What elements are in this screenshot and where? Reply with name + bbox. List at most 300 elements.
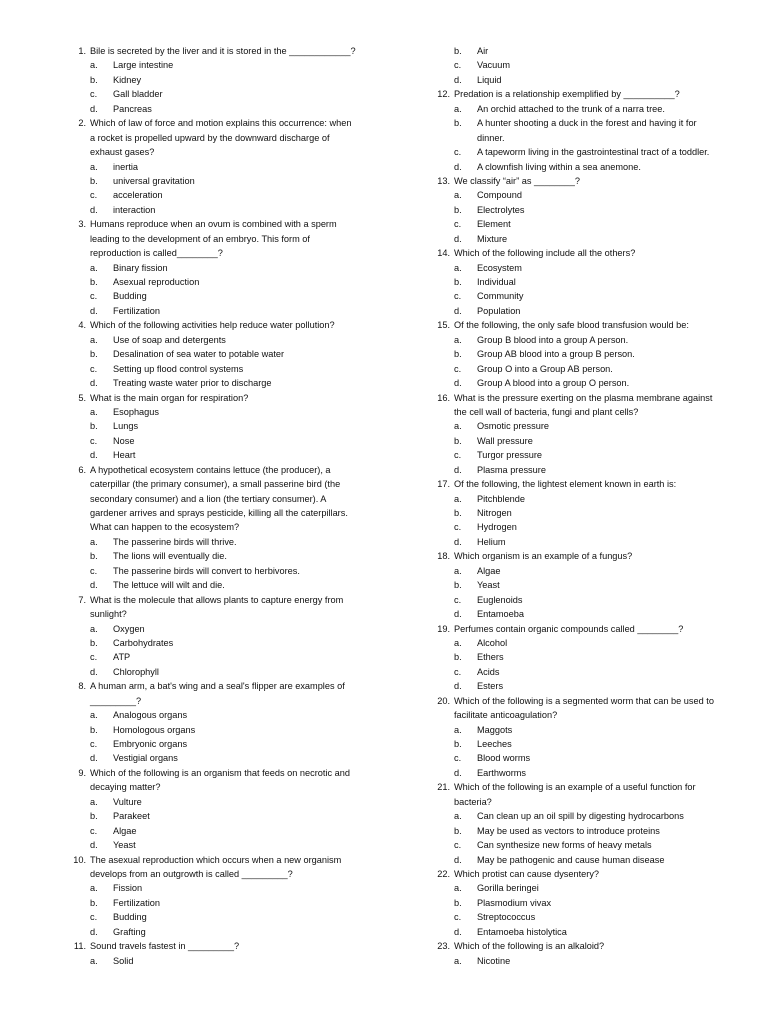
option-text: acceleration [113,190,163,201]
right-column [424,44,728,968]
question-text: the cell wall of bacteria, fungi and plant cells? [454,406,639,417]
question-text: What is the pressure exerting on the plasma membrane against [454,392,713,403]
option-text: Leeches [477,739,512,749]
question-item [424,246,728,318]
option-text: Treating waste water prior to discharge [113,378,272,389]
question-item [60,463,360,593]
option-text: A hunter shooting a duck in the forest and having it for [477,118,697,129]
question-item [424,694,728,781]
option-text: Desalination of sea water to potable water [113,349,285,360]
answer-option [424,261,728,275]
question-number: 7. [78,594,86,605]
option-letter: d. [454,536,462,547]
question-text: _________? [90,695,142,706]
answer-option [60,636,360,650]
option-text: inertia [113,161,139,172]
option-text: Parakeet [113,811,150,822]
question-text: Of the following, the only safe blood transfusion would be: [454,320,689,331]
question-number: 9. [78,767,86,778]
question-text: Which of the following is an example of a useful function for [454,782,696,793]
option-text: Pitchblende [477,493,526,504]
answer-option [424,362,728,376]
option-text: An orchid attached to the trunk of a narra tree. [477,103,665,114]
answer-option [424,665,728,679]
answer-option [424,838,728,852]
question-stem-continued [60,131,360,145]
question-item [424,318,728,390]
option-letter: b. [454,739,462,749]
option-letter: c. [454,219,462,230]
question-stem [424,318,728,332]
option-text: Compound [477,190,522,201]
option-letter: c. [90,435,98,446]
question-stem [424,694,728,708]
answer-option [60,203,360,217]
answer-option [424,506,728,520]
option-letter: b. [454,349,462,360]
option-text: Group B blood into a group A person. [477,334,629,345]
option-letter: d. [454,74,462,85]
question-text: Which of law of force and motion explains this occurrence: when [90,118,352,129]
option-letter: a. [90,955,98,966]
answer-option [60,838,360,852]
option-text: May be pathogenic and cause human disease [477,854,665,865]
question-stem [424,549,728,563]
option-text: Mixture [477,233,508,244]
question-text: Perfumes contain organic compounds called ________? [454,623,684,634]
question-text: decaying matter? [90,782,161,793]
answer-option [60,809,360,823]
option-letter: a. [90,406,98,417]
option-letter: b. [90,551,98,562]
answer-option [60,376,360,390]
option-letter: a. [454,262,462,273]
question-stem [60,593,360,607]
option-letter: b. [90,897,98,908]
option-text: Budding [113,912,147,923]
answer-option [424,448,728,462]
answer-option [424,333,728,347]
question-stem [424,391,728,405]
option-letter: c. [454,147,462,158]
option-text: Fission [113,883,143,894]
answer-option [60,347,360,361]
option-letter: d. [454,926,462,937]
question-item [60,853,360,940]
answer-option [424,203,728,217]
option-letter: c. [90,825,98,836]
option-text: Population [477,305,521,316]
option-letter: b. [454,46,462,56]
option-text: Acids [477,666,500,677]
answer-option [424,217,728,231]
question-item [424,391,728,478]
question-number: 2. [78,118,86,129]
option-letter: d. [90,378,98,389]
question-text: exhaust gases? [90,147,155,158]
answer-option [60,910,360,924]
option-text: universal gravitation [113,175,195,186]
question-stem [60,679,360,693]
option-letter: a. [454,103,462,114]
question-stem-continued [60,520,360,534]
question-stem [424,867,728,881]
question-text: What can happen to the ecosystem? [90,522,240,533]
answer-option [424,304,728,318]
answer-option [424,578,728,592]
answer-option [60,87,360,101]
question-stem-continued [60,492,360,506]
question-item [60,217,360,318]
answer-option [60,419,360,433]
answer-option [424,102,728,116]
option-text: Osmotic pressure [477,421,549,432]
question-number: 14. [437,248,450,259]
question-stem [60,939,360,953]
option-text: Blood worms [477,753,531,764]
answer-option [424,564,728,578]
answer-option [60,333,360,347]
answer-option [424,535,728,549]
option-text: The lettuce will wilt and die. [113,580,225,591]
option-letter: d. [454,767,462,778]
question-stem-continued [60,246,360,260]
option-text: Large intestine [113,60,174,71]
question-stem [424,622,728,636]
option-letter: b. [90,724,98,735]
option-letter: b. [90,349,98,360]
option-text: Binary fission [113,262,168,273]
answer-option [424,58,728,72]
question-number: 11. [73,941,86,952]
option-text: Carbohydrates [113,637,174,648]
answer-option [424,809,728,823]
question-text: Of the following, the lightest element known in earth is: [454,479,677,490]
option-text: Euglenoids [477,594,523,605]
option-text: Community [477,291,524,302]
option-letter: a. [454,565,462,576]
option-letter: a. [454,883,462,894]
option-letter: b. [454,277,462,287]
option-letter: b. [90,74,98,85]
question-item [424,549,728,621]
answer-option [60,549,360,563]
answer-option [60,362,360,376]
option-letter: c. [454,666,462,677]
answer-option [60,289,360,303]
option-text: The lions will eventually die. [113,551,227,562]
option-letter: d. [90,580,98,591]
option-letter: d. [90,103,98,114]
answer-option [424,925,728,939]
option-letter: c. [90,739,98,749]
question-stem-continued [424,795,728,809]
option-text: Group AB blood into a group B person. [477,349,635,360]
option-text: Group O into a Group AB person. [477,363,613,374]
option-letter: d. [454,233,462,244]
answer-option [60,954,360,968]
question-number: 6. [78,464,86,475]
question-stem-continued [60,607,360,621]
answer-option [60,275,360,289]
answer-option [424,44,728,58]
answer-option [424,723,728,737]
option-text: Fertilization [113,305,160,316]
question-number: 5. [78,392,86,403]
question-text: bacteria? [454,796,492,807]
option-letter: a. [454,190,462,201]
question-text: Sound travels fastest in _________? [90,941,240,952]
option-text: Entamoeba [477,609,524,620]
question-number: 22. [437,868,450,879]
option-letter: b. [90,277,98,287]
option-letter: c. [90,912,98,923]
option-letter: a. [90,536,98,547]
question-number: 20. [437,695,450,706]
question-text: What is the molecule that allows plants to capture energy from [90,594,344,605]
question-stem [424,246,728,260]
answer-option [424,419,728,433]
option-letter: a. [90,161,98,172]
question-text: sunlight? [90,609,127,620]
question-text: Which of the following is an alkaloid? [454,941,605,952]
option-letter: a. [90,262,98,273]
option-text: interaction [113,204,156,215]
question-text: facilitate anticoagulation? [454,710,558,721]
answer-option [60,261,360,275]
option-text: A clownfish living within a sea anemone. [477,161,641,172]
left-column [60,44,360,968]
answer-option [60,665,360,679]
option-letter: c. [90,565,98,576]
option-text: Asexual reproduction [113,277,200,287]
option-text: The passerine birds will thrive. [113,536,237,547]
answer-option [60,535,360,549]
option-letter: d. [454,854,462,865]
question-number: 16. [437,392,450,403]
answer-option [424,636,728,650]
option-text: Use of soap and detergents [113,334,226,345]
answer-option [60,58,360,72]
answer-option [60,925,360,939]
option-letter: d. [454,681,462,692]
question-text: develops from an outgrowth is called _________? [90,868,293,879]
option-text: Alcohol [477,637,508,648]
question-text: Which of the following activities help reduce water pollution? [90,320,335,331]
answer-option [60,650,360,664]
question-number: 3. [78,219,86,230]
option-letter: b. [454,580,462,591]
answer-option [424,881,728,895]
question-text: Which protist can cause dysentery? [454,868,600,879]
option-text: Earthworms [477,767,527,778]
option-text: Solid [113,955,134,966]
option-letter: d. [90,753,98,764]
option-text: Heart [113,450,136,461]
option-letter: a. [454,334,462,345]
option-text: Plasma pressure [477,464,546,475]
option-letter: b. [454,435,462,446]
answer-option [424,188,728,202]
option-text: Algae [477,565,501,576]
option-text: Hydrogen [477,522,517,533]
answer-option [424,73,728,87]
question-text: Which of the following include all the others? [454,248,636,259]
answer-option [60,102,360,116]
option-text: Esters [477,681,504,692]
option-text: Lungs [113,421,139,432]
option-letter: b. [90,637,98,648]
question-stem [424,939,728,953]
question-number: 21. [437,782,450,793]
option-text: Esophagus [113,406,159,417]
question-item [60,766,360,853]
question-stem [60,766,360,780]
question-number: 15. [437,320,450,331]
answer-option [424,116,728,130]
answer-option [60,73,360,87]
question-stem [60,44,360,58]
question-text: leading to the development of an embryo. This form of [90,233,310,244]
question-item [424,867,728,939]
question-text: Bile is secreted by the liver and it is stored in the ____________? [90,46,356,56]
answer-option [60,622,360,636]
answer-option [424,347,728,361]
question-stem-continued [424,405,728,419]
question-stem [424,477,728,491]
answer-option [424,434,728,448]
answer-option [424,737,728,751]
answer-option [424,824,728,838]
option-letter: c. [454,840,462,851]
option-text: Air [477,46,489,56]
answer-option [60,881,360,895]
option-text: Element [477,219,511,230]
question-stem-continued [60,867,360,881]
question-stem [60,217,360,231]
option-letter: d. [90,305,98,316]
option-letter: a. [454,493,462,504]
answer-option [424,160,728,174]
option-text: Gall bladder [113,89,163,100]
question-stem-continued [60,694,360,708]
question-item [60,318,360,390]
option-text: Kidney [113,74,142,85]
answer-option [424,492,728,506]
answer-option [60,174,360,188]
question-text: The asexual reproduction which occurs when a new organism [90,854,342,865]
option-letter: a. [454,811,462,822]
answer-option [60,578,360,592]
question-number: 10. [73,854,86,865]
answer-option [424,275,728,289]
option-text: Homologous organs [113,724,196,735]
option-letter: c. [454,594,462,605]
question-stem [424,780,728,794]
question-text: Humans reproduce when an ovum is combined with a sperm [90,219,337,230]
answer-option [60,405,360,419]
option-text: Nose [113,435,135,446]
option-letter: a. [90,796,98,807]
option-text: Budding [113,291,147,302]
question-item [424,174,728,246]
option-text: A tapeworm living in the gastrointestinal tract of a toddler. [477,147,710,158]
question-stem [60,853,360,867]
question-number: 17. [437,479,450,490]
question-item [60,391,360,463]
question-number: 8. [78,681,86,692]
question-item [424,780,728,867]
option-letter: d. [454,161,462,172]
question-stem [60,318,360,332]
option-letter: b. [454,897,462,908]
answer-option [424,896,728,910]
answer-option [60,737,360,751]
option-letter: b. [90,175,98,186]
question-text: Which of the following is a segmented worm that can be used to [454,695,714,706]
option-text: Can synthesize new forms of heavy metals [477,840,652,851]
option-letter: a. [90,710,98,721]
question-stem [60,391,360,405]
option-text: Electrolytes [477,204,525,215]
answer-option [60,434,360,448]
option-text: Can clean up an oil spill by digesting hydrocarbons [477,811,684,822]
option-letter: b. [454,508,462,518]
question-stem-continued [60,477,360,491]
question-number: 12. [437,89,450,100]
option-text: Gorilla beringei [477,883,539,894]
option-text: Liquid [477,74,502,85]
option-text: Maggots [477,724,513,735]
answer-option [424,376,728,390]
option-text: Ethers [477,652,504,663]
question-item [424,622,728,694]
answer-option [424,131,728,145]
option-letter: c. [454,450,462,461]
option-text: Entamoeba histolytica [477,926,567,937]
option-text: Setting up flood control systems [113,363,244,374]
option-letter: a. [454,637,462,648]
question-text: secondary consumer) and a lion (the tertiary consumer). A [90,493,327,504]
answer-option [424,751,728,765]
question-number: 13. [437,175,450,186]
answer-option [424,145,728,159]
answer-option [60,896,360,910]
option-letter: c. [90,363,98,374]
option-text: Yeast [113,840,136,851]
question-text: Which organism is an example of a fungus? [454,551,633,562]
answer-option [424,650,728,664]
question-item [60,679,360,766]
question-number: 4. [78,320,86,331]
answer-option [424,853,728,867]
option-letter: a. [90,883,98,894]
option-text: May be used as vectors to introduce proteins [477,825,660,836]
option-letter: b. [454,204,462,215]
option-letter: b. [454,825,462,836]
option-text: dinner. [477,132,505,143]
option-text: Analogous organs [113,710,188,721]
option-text: Individual [477,277,516,287]
option-letter: b. [454,652,462,663]
option-letter: c. [454,291,462,302]
question-item [424,44,728,87]
option-text: Wall pressure [477,435,533,446]
option-letter: d. [90,204,98,215]
option-text: Streptococcus [477,912,536,923]
question-text: A human arm, a bat's wing and a seal's flipper are examples of [90,681,345,692]
option-text: Oxygen [113,623,145,634]
